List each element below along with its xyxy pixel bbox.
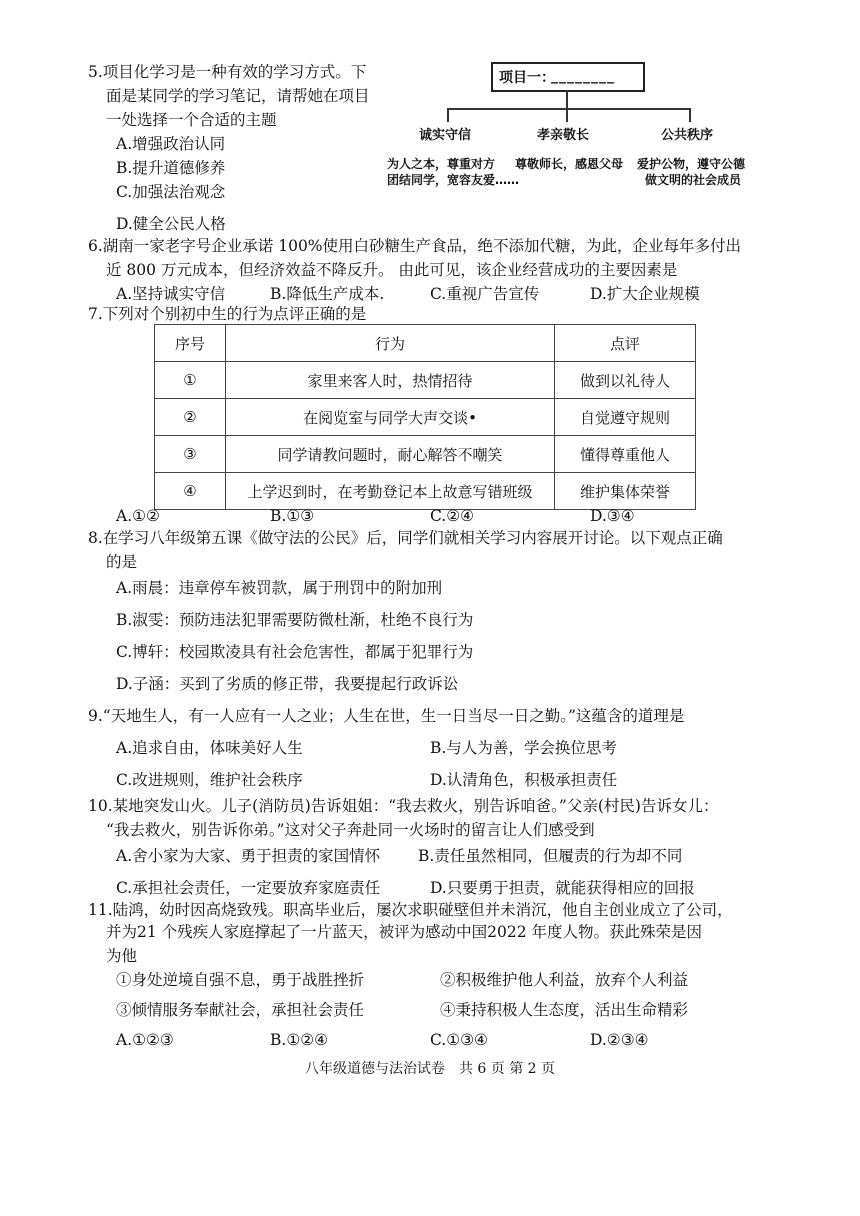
q6-stem-line1: 6.湖南一家老字号企业承诺 100%使用白砂糖生产食品，绝不添加代糖，为此，企业每年多付出	[88, 237, 742, 255]
q6-option-c: C.重视广告宣传	[430, 285, 540, 303]
project-title-box	[491, 62, 645, 92]
branch-honesty: 诚实守信	[419, 128, 472, 143]
row-comment: 做到以礼待人	[555, 362, 696, 399]
q8-option-d: D.子涵：买到了劣质的修正带，我要提起行政诉讼	[116, 675, 459, 693]
q11-stem-line2: 并为21 个残疾人家庭撑起了一片蓝天，被评为感动中国2022 年度人物。获此殊荣是因	[106, 923, 703, 941]
q9-option-c: C.改进规则，维护社会秩序	[116, 771, 303, 789]
note-3: 尊敬师长，感恩父母	[515, 157, 624, 171]
row-comment: 懂得尊重他人	[555, 436, 696, 473]
q11-item-2: ②积极维护他人利益，放弃个人利益	[440, 971, 689, 989]
q6-stem-line2: 近 800 万元成本，但经济效益不降反升。 由此可见，该企业经营成功的主要因素是	[106, 261, 678, 279]
q10-stem-line1: 10.某地突发山火。儿子(消防员)告诉姐姐：“我去救火，别告诉咱爸。”父亲(村民)告诉女儿：	[88, 797, 719, 815]
q7-option-c: C.②④	[430, 507, 475, 525]
page-footer: 八年级道德与法治试卷 共 6 页 第 2 页	[304, 1061, 556, 1077]
row-behavior: 家里来客人时，热情招待	[226, 362, 555, 399]
row-number: ②	[155, 399, 226, 436]
q5-option-c: C.加强法治观念	[116, 183, 226, 201]
q11-stem-line1: 11.陆鸿，幼时因高烧致残。职高毕业后，屡次求职碰壁但并未消沉，他自主创业成立了公司，	[88, 901, 733, 919]
branch-filial: 孝亲敬长	[537, 128, 590, 143]
q6-option-d: D.扩大企业规模	[590, 285, 700, 303]
header-number: 序号	[155, 325, 226, 362]
connector-line	[447, 108, 691, 110]
q8-option-c: C.博轩：校园欺凌具有社会危害性，都属于犯罪行为	[116, 643, 474, 661]
header-comment: 点评	[555, 325, 696, 362]
q11-option-c: C.①③④	[430, 1031, 488, 1049]
q11-item-4: ④秉持积极人生态度，活出生命精彩	[440, 1001, 689, 1019]
q5-option-a: A.增强政治认同	[116, 135, 226, 153]
q10-option-a: A.舍小家为大家、勇于担责的家国情怀	[116, 847, 381, 865]
note-2: 团结同学，宽容友爱……	[387, 173, 520, 187]
q10-option-b: B.责任虽然相同，但履责的行为却不同	[418, 847, 683, 865]
q7-option-d: D.③④	[590, 507, 635, 525]
q11-option-b: B.①②④	[270, 1031, 329, 1049]
q7-option-a: A.①②	[116, 507, 160, 525]
q11-item-3: ③倾情服务奉献社会，承担社会责任	[116, 1001, 365, 1019]
row-number: ④	[155, 473, 226, 510]
q11-item-1: ①身处逆境自强不息，勇于战胜挫折	[116, 971, 365, 989]
table-row	[155, 362, 696, 399]
q9-option-a: A.追求自由，体味美好人生	[116, 739, 303, 757]
q9-stem: 9.“天地生人，有一人应有一人之业；人生在世，生一日当尽一日之勤。”这蕴含的道理是	[88, 707, 685, 725]
branch-public-order: 公共秩序	[661, 128, 714, 143]
q5-option-d: D.健全公民人格	[116, 215, 226, 233]
connector-line	[566, 108, 568, 122]
row-comment: 自觉遵守规则	[555, 399, 696, 436]
q8-stem-line2: 的是	[106, 553, 138, 571]
q11-option-a: A.①②③	[116, 1031, 174, 1049]
q5-stem-line3: 一处选择一个合适的主题	[106, 111, 277, 129]
note-4: 爱护公物，遵守公德	[637, 157, 746, 171]
q6-option-a: A.坚持诚实守信	[116, 285, 226, 303]
q5-diagram	[383, 56, 761, 196]
table-header-row	[155, 325, 696, 362]
q7-option-b: B.①③	[270, 507, 315, 525]
q7-table	[154, 324, 696, 510]
table-row	[155, 399, 696, 436]
note-1: 为人之本，尊重对方	[387, 157, 496, 171]
q8-option-b: B.淑雯：预防违法犯罪需要防微杜渐，杜绝不良行为	[116, 611, 474, 629]
q11-stem-line3: 为他	[106, 947, 138, 965]
project-title: 项目一：	[499, 70, 555, 86]
header-behavior: 行为	[226, 325, 555, 362]
row-comment: 维护集体荣誉	[555, 473, 696, 510]
q5-stem-line2: 面是某同学的学习笔记，请帮她在项目	[106, 87, 370, 105]
q5-stem-line1: 5.项目化学习是一种有效的学习方式。下	[88, 63, 367, 81]
q9-option-b: B.与人为善，学会换位思考	[430, 739, 617, 757]
table-row	[155, 436, 696, 473]
q7-stem: 7.下列对个别初中生的行为点评正确的是	[88, 305, 367, 323]
q6-option-b: B.降低生产成本.	[270, 285, 385, 303]
connector-line	[689, 108, 691, 122]
row-behavior: 上学迟到时，在考勤登记本上故意写错班级	[226, 473, 555, 510]
row-behavior: 同学请教问题时，耐心解答不嘲笑	[226, 436, 555, 473]
q10-option-c: C.承担社会责任，一定要放弃家庭责任	[116, 879, 381, 897]
row-number: ①	[155, 362, 226, 399]
row-number: ③	[155, 436, 226, 473]
connector-line	[447, 108, 449, 122]
row-behavior: 在阅览室与同学大声交谈•	[226, 399, 555, 436]
note-5: 做文明的社会成员	[645, 173, 742, 187]
project-blank: ________	[551, 68, 615, 84]
q11-option-d: D.②③④	[590, 1031, 649, 1049]
connector-line	[566, 90, 568, 108]
q5-option-b: B.提升道德修养	[116, 159, 226, 177]
q8-stem-line1: 8.在学习八年级第五课《做守法的公民》后，同学们就相关学习内容展开讨论。以下观点正确	[88, 529, 723, 547]
q10-stem-line2: “我去救火，别告诉你弟。”这对父子奔赴同一火场时的留言让人们感受到	[106, 821, 595, 839]
q9-option-d: D.认清角色，积极承担责任	[430, 771, 618, 789]
q8-option-a: A.雨晨：违章停车被罚款，属于刑罚中的附加刑	[116, 579, 443, 597]
table-row	[155, 473, 696, 510]
q10-option-d: D.只要勇于担责，就能获得相应的回报	[430, 879, 695, 897]
